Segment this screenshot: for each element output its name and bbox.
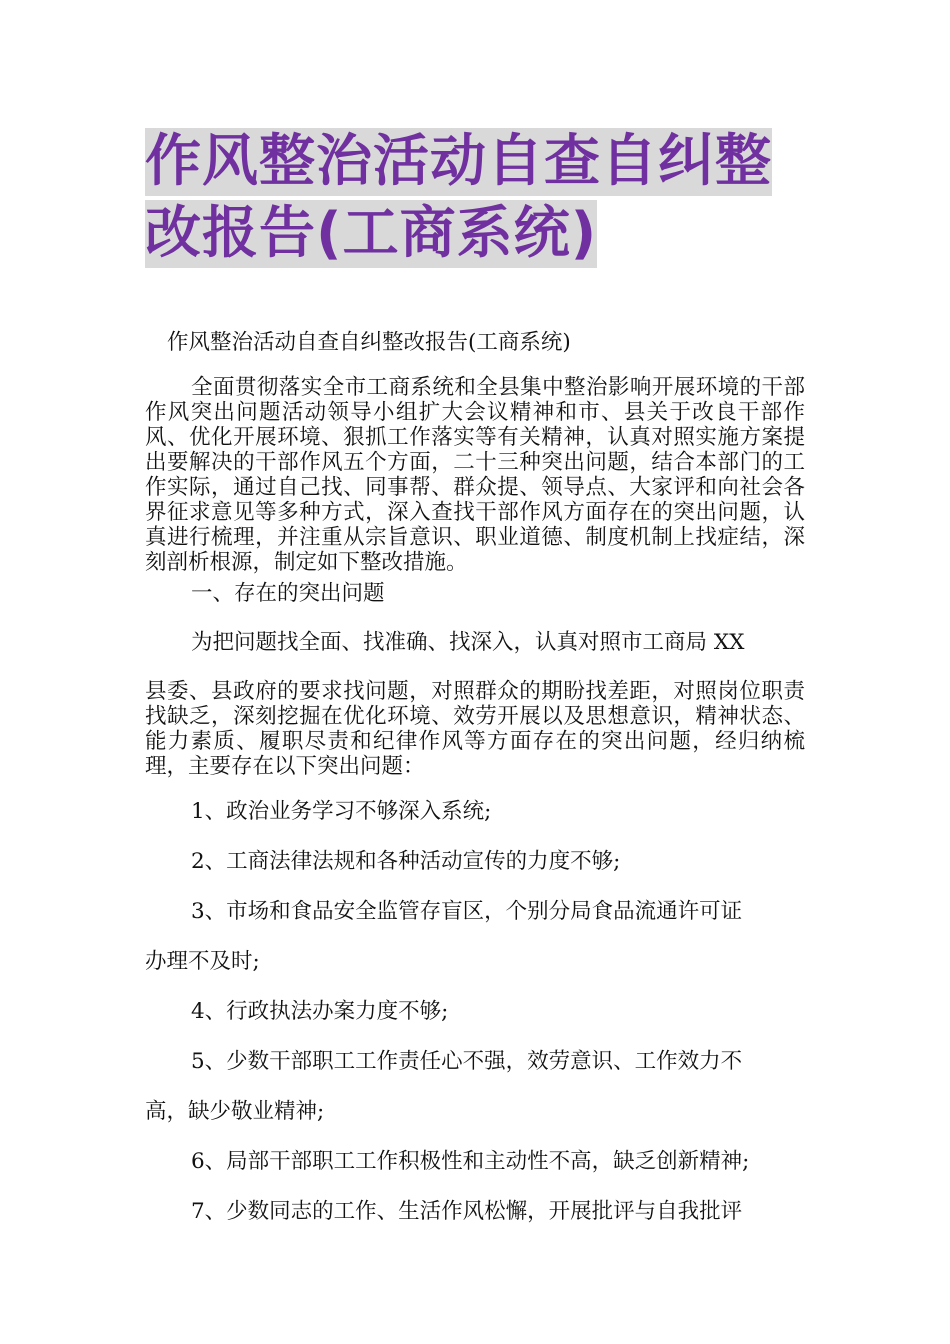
section-paragraph: 县委、县政府的要求找问题，对照群众的期盼找差距，对照岗位职责找缺乏，深刻挖掘在优化环境、效劳开展以及思想意识，精神状态、能力素质、履职尽责和纪律作风等方面存在的突出问题，经归纳梳理，主要存在以下突出问题： (145, 679, 805, 779)
intro-paragraph: 全面贯彻落实全市工商系统和全县集中整治影响开展环境的干部作风突出问题活动领导小组扩大会议精神和市、县关于改良干部作风、优化开展环境、狠抓工作落实等有关精神，认真对照实施方案提出要解决的干部作风五个方面，二十三种突出问题，结合本部门的工作实际，通过自己找、同事帮、群众提、领导点、大家评和向社会各界征求意见等多种方式，深入查找干部作风方面存在的突出问题，认真进行梳理，并注重从宗旨意识、职业道德、制度机制上找症结，深刻剖析根源，制定如下整改措施。 (145, 375, 805, 575)
list-item: 7、少数同志的工作、生活作风松懈，开展批评与自我批评 (191, 1199, 743, 1224)
problem-list (145, 787, 805, 1237)
document-body (145, 330, 805, 1237)
list-item: 2、工商法律法规和各种活动宣传的力度不够; (191, 849, 621, 874)
section-para-line1: 为把问题找全面、找准确、找深入，认真对照市工商局 XX (191, 630, 745, 655)
list-item: 高，缺少敬业精神; (145, 1099, 325, 1124)
subtitle: 作风整治活动自查自纠整改报告(工商系统) (167, 330, 571, 355)
list-item: 5、少数干部职工工作责任心不强，效劳意识、工作效力不 (191, 1049, 743, 1074)
list-item: 1、政治业务学习不够深入系统; (191, 799, 492, 824)
section-heading: 一、存在的突出问题 (191, 581, 385, 606)
list-item: 办理不及时; (145, 949, 260, 974)
document-title (145, 128, 825, 272)
list-item: 4、行政执法办案力度不够; (191, 999, 449, 1024)
title-line-2: 改报告(工商系统) (145, 201, 598, 266)
title-line-1: 作风整治活动自查自纠整 (145, 129, 772, 194)
list-item: 6、局部干部职工工作积极性和主动性不高，缺乏创新精神; (191, 1149, 750, 1174)
list-item: 3、市场和食品安全监管存盲区，个别分局食品流通许可证 (191, 899, 743, 924)
